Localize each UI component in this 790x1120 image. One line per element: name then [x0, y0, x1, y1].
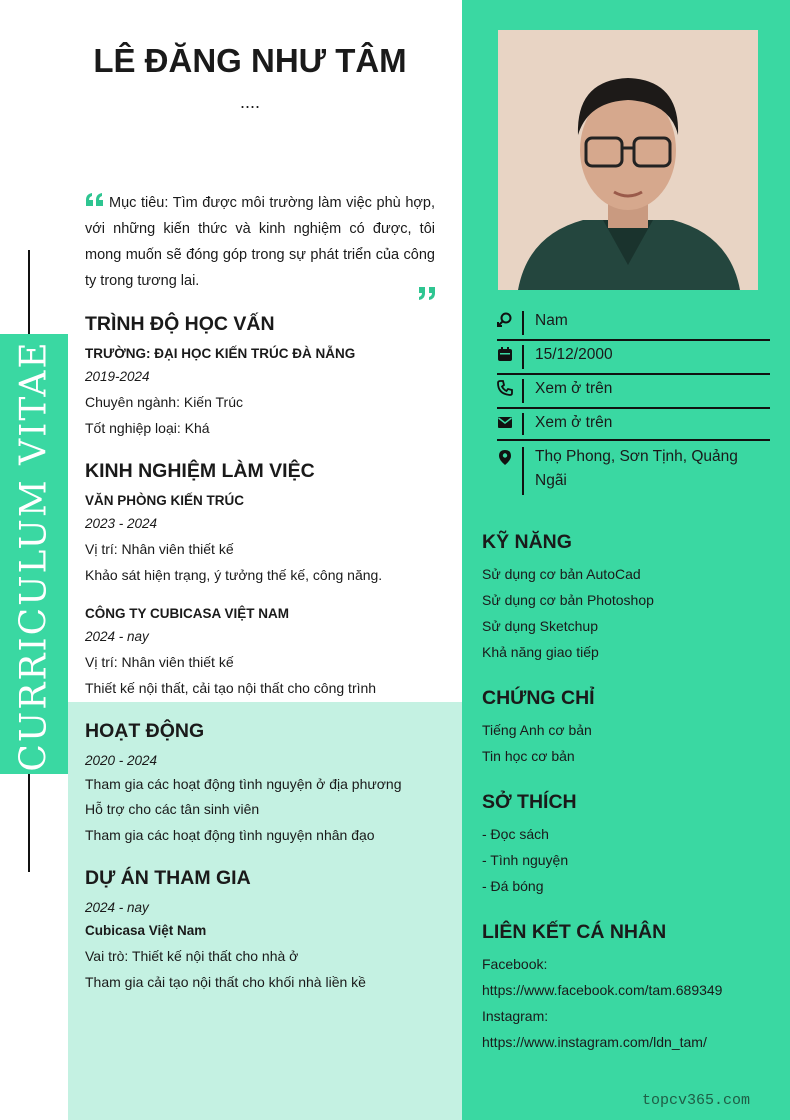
education-years: 2019-2024 — [85, 369, 150, 384]
address-value: Thọ Phong, Sơn Tịnh, Quảng Ngãi — [535, 448, 738, 489]
facebook-label: Facebook: — [482, 956, 548, 972]
hobby-item: - Tình nguyện — [482, 852, 569, 868]
phone-value: Xem ở trên — [535, 380, 613, 397]
links-heading: LIÊN KẾT CÁ NHÂN — [482, 921, 667, 943]
job-years: 2024 - nay — [85, 629, 149, 644]
close-quote-icon — [417, 285, 437, 301]
instagram-link[interactable]: https://www.instagram.com/ldn_tam/ — [482, 1034, 707, 1050]
side-title: CURRICULUM VITAE — [13, 340, 55, 772]
birthday-value: 15/12/2000 — [535, 346, 613, 363]
certificate-item: Tiếng Anh cơ bản — [482, 722, 592, 738]
skill-item: Sử dụng Sketchup — [482, 618, 599, 634]
activity-item: Hỗ trợ cho các tân sinh viên — [85, 801, 260, 817]
projects-heading: DỰ ÁN THAM GIA — [85, 867, 251, 889]
activities-heading: HOẠT ĐỘNG — [85, 720, 205, 742]
education-heading: TRÌNH ĐỘ HỌC VẤN — [85, 313, 275, 335]
hobby-item: - Đá bóng — [482, 878, 544, 894]
project-role: Vai trò: Thiết kế nội thất cho nhà ở — [85, 948, 299, 964]
facebook-link[interactable]: https://www.facebook.com/tam.689349 — [482, 982, 723, 998]
job-position: Vị trí: Nhân viên thiết kế — [85, 654, 234, 670]
info-separator — [522, 345, 524, 369]
skill-item: Sử dụng cơ bản AutoCad — [482, 566, 641, 582]
hobbies-heading: SỞ THÍCH — [482, 791, 577, 813]
job-position: Vị trí: Nhân viên thiết kế — [85, 541, 234, 557]
skill-item: Khả năng giao tiếp — [482, 644, 599, 660]
info-separator — [522, 447, 524, 495]
info-address-row — [497, 445, 770, 495]
job-description: Khảo sát hiện trạng, ý tưởng thế kế, công năng. — [85, 567, 383, 583]
skill-item: Sử dụng cơ bản Photoshop — [482, 592, 654, 608]
location-pin-icon — [497, 449, 513, 465]
info-gender-row — [497, 309, 770, 341]
info-phone-row — [497, 377, 770, 409]
job-years: 2023 - 2024 — [85, 516, 158, 531]
activity-item: Tham gia các hoạt động tình nguyện nhân đạo — [85, 827, 375, 843]
watermark: topcv365.com — [642, 1092, 751, 1109]
info-separator — [522, 413, 524, 435]
education-school: TRƯỜNG: ĐẠI HỌC KIẾN TRÚC ĐÀ NẴNG — [85, 346, 356, 361]
candidate-name: LÊ ĐĂNG NHƯ TÂM — [93, 42, 407, 79]
gender-icon — [497, 312, 513, 328]
info-separator — [522, 311, 524, 335]
job-company: VĂN PHÒNG KIẾN TRÚC — [85, 493, 245, 508]
email-icon — [497, 414, 513, 430]
objective-text: Mục tiêu: Tìm được môi trường làm việc phù hợp, với những kiến thức và kinh nghiệm có được, tôi mong muốn sẽ đóng góp trong sự phát triển của công ty trong tương lai. — [85, 195, 435, 289]
activities-years: 2020 - 2024 — [85, 753, 158, 768]
vertical-divider-bottom — [28, 770, 30, 872]
info-birthday-row — [497, 343, 770, 375]
project-description: Tham gia cải tạo nội thất cho khối nhà liền kề — [85, 974, 366, 990]
experience-heading: KINH NGHIỆM LÀM VIỆC — [85, 460, 315, 482]
info-separator — [522, 379, 524, 403]
hobby-item: - Đọc sách — [482, 826, 549, 842]
project-years: 2024 - nay — [85, 900, 149, 915]
job-company: CÔNG TY CUBICASA VIỆT NAM — [85, 606, 290, 621]
email-value: Xem ở trên — [535, 414, 613, 431]
profile-photo — [498, 30, 758, 290]
calendar-icon — [497, 346, 513, 362]
project-name: Cubicasa Việt Nam — [85, 923, 207, 938]
info-email-row — [497, 411, 770, 441]
career-objective — [85, 190, 435, 294]
education-grade: Tốt nghiệp loại: Khá — [85, 420, 210, 436]
certificate-item: Tin học cơ bản — [482, 748, 575, 764]
phone-icon — [497, 380, 513, 396]
activity-item: Tham gia các hoạt động tình nguyện ở địa phương — [85, 776, 402, 792]
certificates-heading: CHỨNG CHỈ — [482, 687, 595, 709]
gender-value: Nam — [535, 312, 568, 329]
name-subtitle: .... — [239, 92, 260, 112]
job-description: Thiết kế nội thất, cải tạo nội thất cho công trình — [85, 680, 377, 696]
skills-heading: KỸ NĂNG — [482, 531, 572, 553]
instagram-label: Instagram: — [482, 1008, 549, 1024]
education-major: Chuyên ngành: Kiến Trúc — [85, 394, 243, 410]
